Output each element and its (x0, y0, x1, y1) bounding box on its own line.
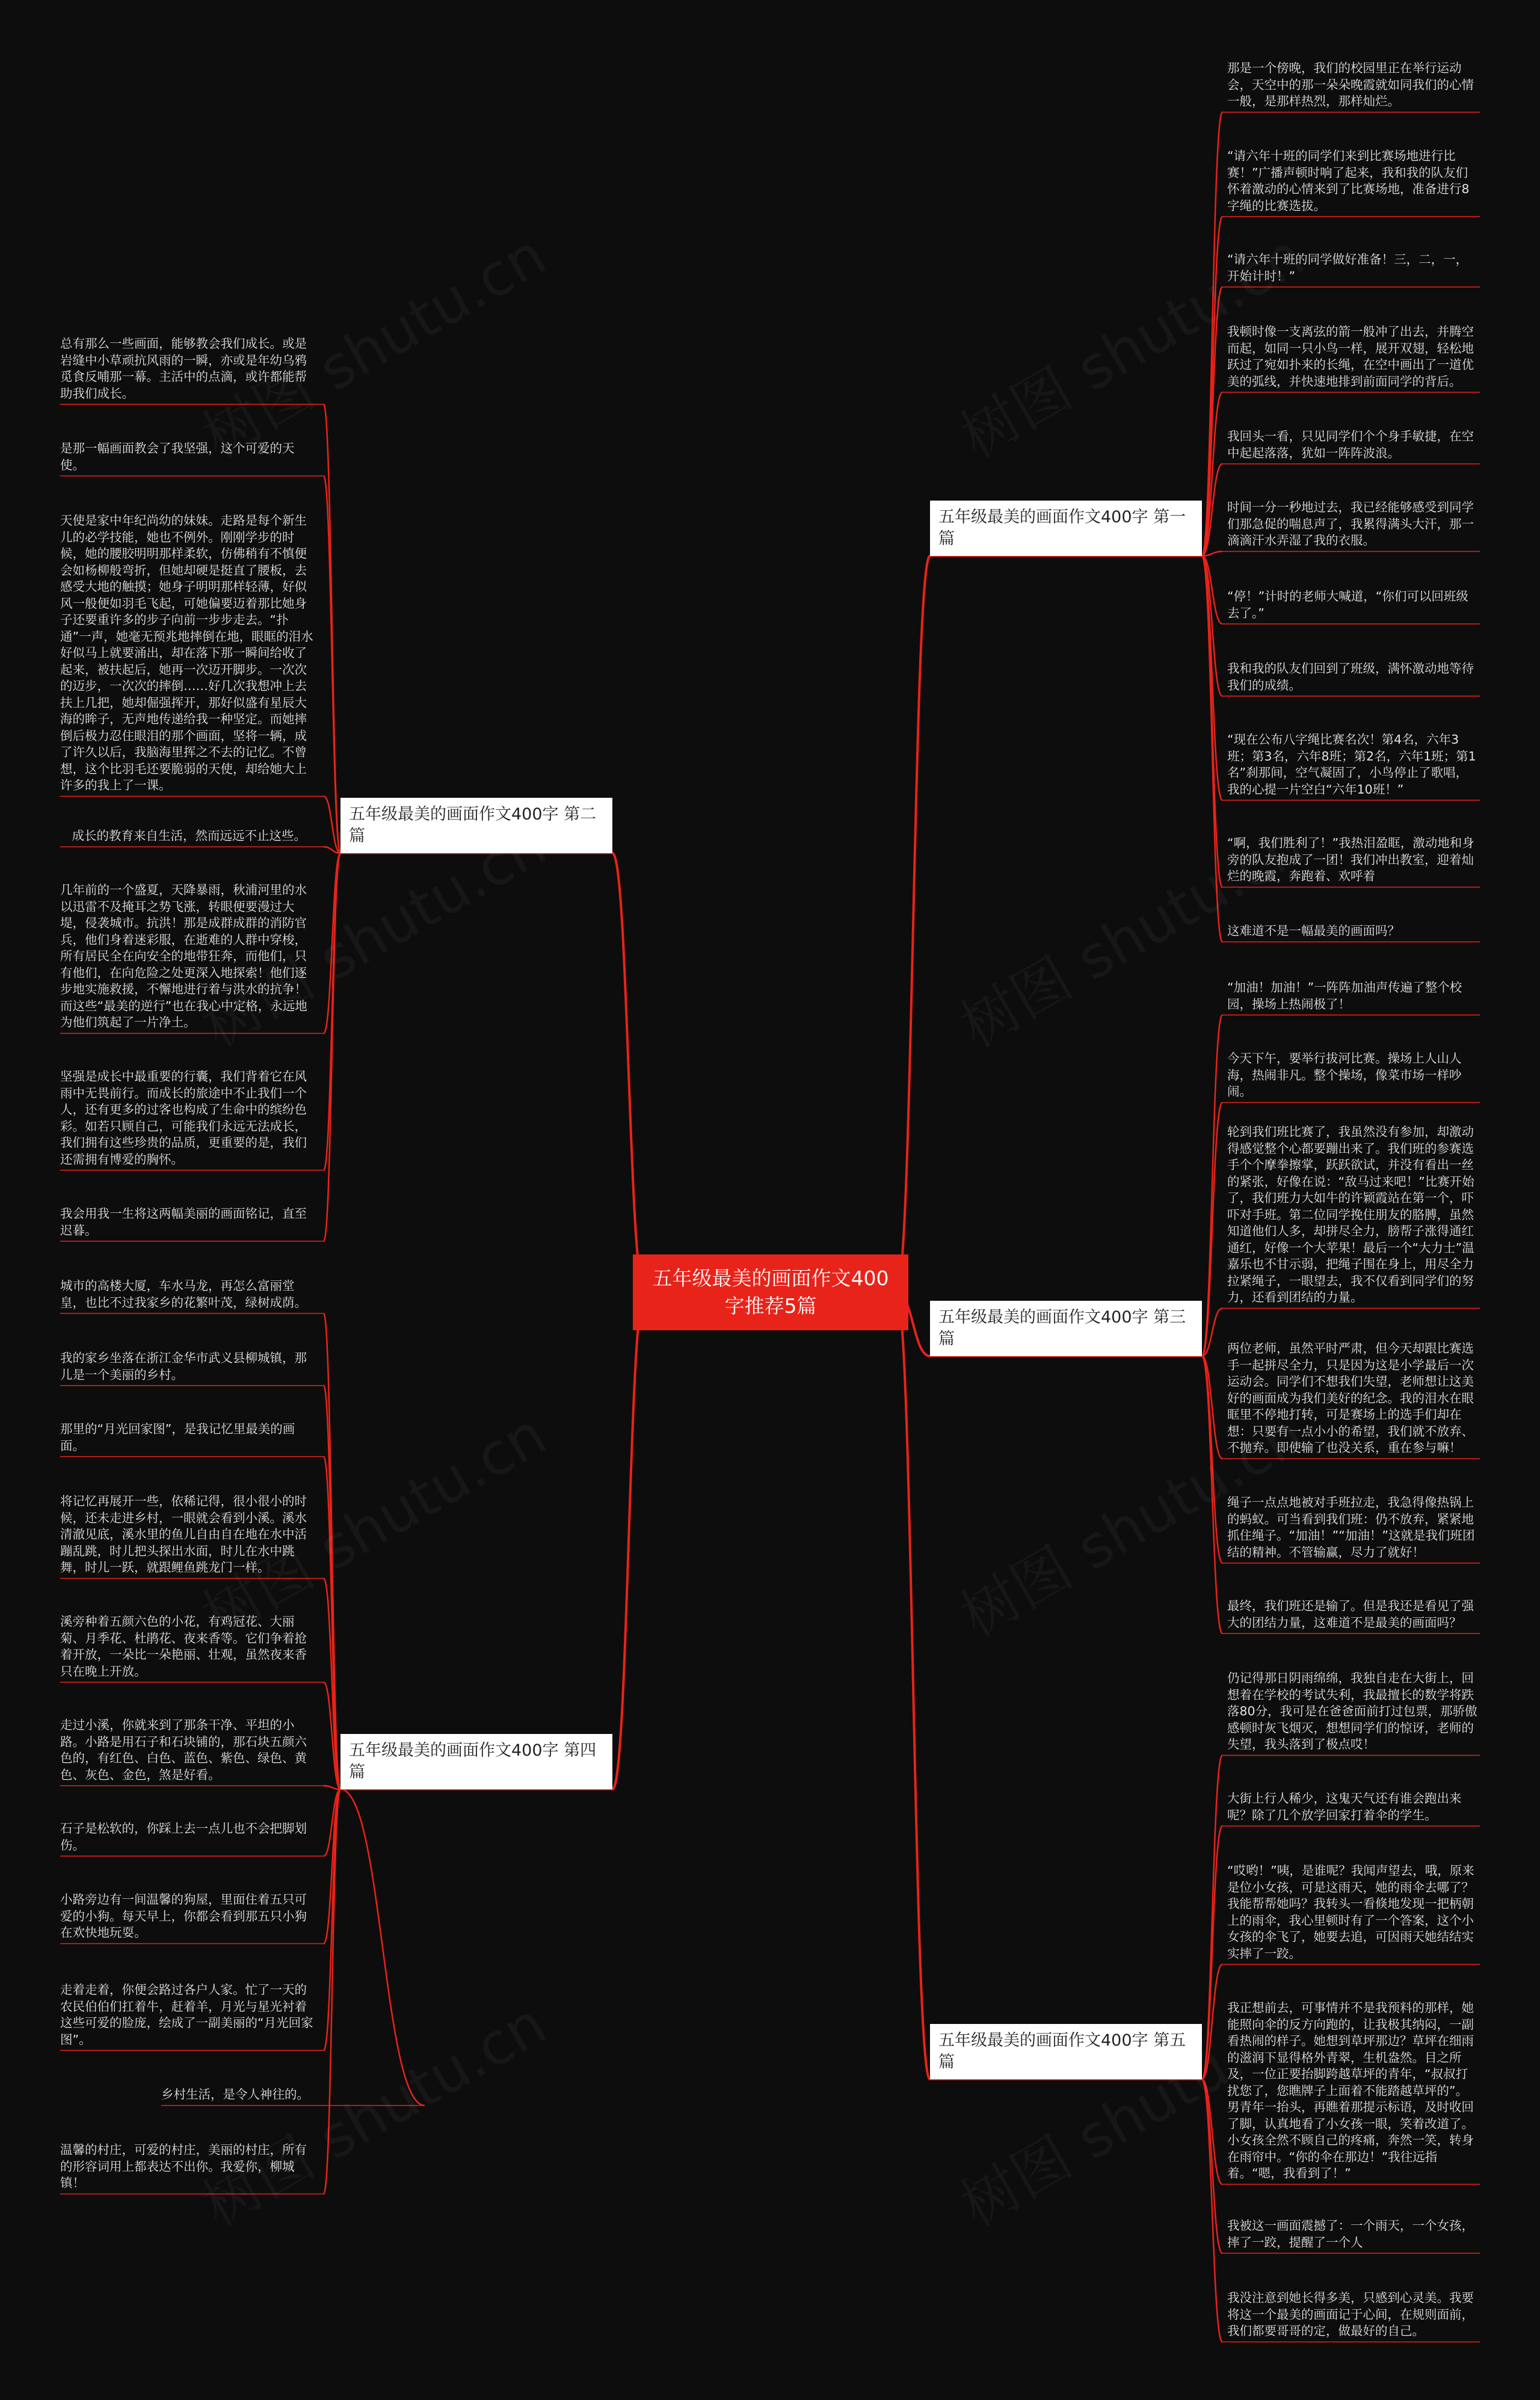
branch-leaf-connector (1202, 1356, 1222, 1563)
root-branch-connector (612, 1292, 645, 1789)
leaf-4-6: 走过小溪，你就来到了那条干净、平坦的小路。小路是用石子和石块铺的，那石块五颜六色的，有红色、白色、蓝色、紫色、绿色、黄色、灰色、金色，煞是好看。 (60, 1718, 307, 1782)
branch-leaf-connector (324, 1789, 340, 2194)
leaf-4-5: 溪旁种着五颜六色的小花，有鸡冠花、大丽菊、月季花、杜鹃花、夜来香等。它们争着抢着开放，一朵比一朵艳丽、壮观，虽然夜来香只在晚上开放。 (60, 1614, 307, 1679)
leaf-2-6: 坚强是成长中最重要的行囊，我们背着它在风雨中无畏前行。而成长的旅途中不止我们一个人，还有更多的过客也构成了生命中的缤纷色彩。如若只顾自己，可能我们永远无法成长，我们拥有这些珍贵的品质，更重要的是，我们还需拥有博爱的胸怀。 (60, 1069, 307, 1167)
branch-node-4[interactable]: 五年级最美的画面作文400字 第四篇 (340, 1734, 612, 1789)
leaf-4-1: 城市的高楼大厦，车水马龙，再怎么富丽堂皇，也比不过我家乡的花繁叶茂，绿树成荫。 (60, 1279, 307, 1310)
branch-leaf-connector (1202, 1356, 1222, 1459)
leaf-3-2: 今天下午，要举行拔河比赛。操场上人山人海，热闹非凡。整个操场，像菜市场一样吵闹。 (1227, 1051, 1462, 1099)
leaf-5-5: 我被这一画面震撼了：一个雨天，一个女孩，摔了一跤，提醒了一个人 (1227, 2218, 1474, 2250)
leaf-1-4: 我顿时像一支离弦的箭一般冲了出去，并腾空而起，如同一只小鸟一样，展开双翅，轻松地跃过了宛如扑来的长绳，在空中画出了一道优美的弧线，并快速地排到前面同学的背后。 (1227, 324, 1474, 389)
branch-node-3[interactable]: 五年级最美的画面作文400字 第三篇 (930, 1301, 1202, 1356)
leaf-5-2: 大街上行人稀少，这鬼天气还有谁会跑出来呢？除了几个放学回家打着伞的学生。 (1227, 1791, 1462, 1822)
leaf-5-3: “哎哟！”咦，是谁呢？我闻声望去，哦，原来是位小女孩，可是这雨天，她的雨伞去哪了？我能帮帮她吗？我转头一看倏地发现一把柄朝上的雨伞，我心里顿时有了一个答案，这个小女孩的伞飞了，她要去追，可因雨天她结结实实摔了一跤。 (1227, 1863, 1474, 1961)
leaf-4-2: 我的家乡坐落在浙江金华市武义县柳城镇，那儿是一个美丽的乡村。 (60, 1351, 307, 1382)
leaf-2-5: 几年前的一个盛夏，天降暴雨，秋浦河里的水以迅雷不及掩耳之势飞涨，转眼便要漫过大堤，侵袭城市。抗洪！那是成群成群的消防官兵，他们身着迷彩服，在逝难的人群中穿梭，所有居民全在向安全的地带狂奔，而他们，只有他们，在向危险之处更深入地探索！他们逐步地实施救援，不懈地进行着与洪水的抗争！而这些“最美的逆行”也在我心中定格，永远地为他们筑起了一片净土。 (60, 883, 307, 1029)
root-branch-connector (896, 1292, 930, 2079)
leaf-3-5: 绳子一点点地被对手班拉走，我急得像热锅上的蚂蚁。可当看到我们班：仍不放弃，紧紧地抓住绳子。“加油！”“加油！”这就是我们班团结的精神。不管输赢，尽力了就好！ (1227, 1495, 1475, 1559)
leaf-2-3: 天使是家中年纪尚幼的妹妹。走路是每个新生儿的必学技能，她也不例外。刚刚学步的时候，她的腰胶明明那样柔软，仿佛稍有不慎便会如杨柳般弯折，但她却硬是挺直了腰板，去感受大地的触摸；她身子明明那样轻薄，好似风一般便如羽毛飞起，可她偏要迈着那比她身子还要重许多的步子向前一步步走去。“扑通”一声，她毫无预兆地摔倒在地，眼眶的泪水好似马上就要涌出，却在落下那一瞬间给收了起来，被扶起后，她再一次迈开脚步。一次次的迈步，一次次的摔倒……好几次我想冲上去扶上几把，她却倔强挥开，那好似盛有星辰大海的眸子，无声地传递给我一种坚定。而她摔倒后极力忍住眼泪的那个画面，坚将一辆，成了许久以后，我脑海里挥之不去的记忆。不曾想，这个比羽毛还要脆弱的天使，却给她大上许多的我上了一课。 (60, 513, 313, 792)
leaf-1-2: “请六年十班的同学们来到比赛场地进行比赛！”广播声顿时响了起来，我和我的队友们怀着激动的心情来到了比赛场地，准备进行8字绳的比赛选拔。 (1227, 149, 1470, 213)
leaf-3-4: 两位老师，虽然平时严肃，但今天却跟比赛选手一起拼尽全力，只是因为这是小学最后一次运动会。同学们不想我们失望，老师想让这美好的画面成为我们美好的纪念。我的泪水在眼眶里不停地打转，可是赛场上的选手们却在想：只要有一点小小的希望，我们就不放弃、不抛弃。即使输了也没关系，重在参与嘛！ (1227, 1341, 1474, 1455)
branch-leaf-connector (324, 853, 340, 1241)
leaf-4-11: 温馨的村庄，可爱的村庄，美丽的村庄，所有的形容词用上都表达不出你。我爱你，柳城镇！ (60, 2142, 307, 2190)
branch-leaf-connector (1202, 1964, 1222, 2079)
branch-leaf-connector (324, 853, 340, 1170)
branch-node-1[interactable]: 五年级最美的画面作文400字 第一篇 (930, 501, 1202, 556)
leaf-4-10: 乡村生活，是令人神往的。 (161, 2087, 309, 2102)
branch-node-5[interactable]: 五年级最美的画面作文400字 第五篇 (930, 2024, 1202, 2079)
leaf-3-1: “加油！加油！”一阵阵加油声传遍了整个校园，操场上热闹极了！ (1227, 980, 1462, 1011)
leaf-1-7: “停！”计时的老师大喊道，“你们可以回班级去了。” (1227, 589, 1468, 620)
leaf-2-7: 我会用我一生将这两幅美丽的画面铭记，直至迟暮。 (60, 1206, 307, 1238)
leaf-3-6: 最终，我们班还是输了。但是我还是看见了强大的团结力量，这难道不是最美的画面吗？ (1227, 1599, 1474, 1630)
branch-leaf-connector (1202, 1756, 1222, 2080)
leaf-5-4: 我正想前去，可事情并不是我预料的那样，她能照向伞的反方向跑的，让我极其纳闷，一副看热闹的样子。她想到草坪那边？草坪在细雨的滋润下显得格外青翠，生机盎然。目之所及，一位正要抬脚跨越草坪的青年，“叔叔打扰您了，您瞧牌子上面着不能踏越草坪的”。男青年一抬头，再瞧着那提示标语，及时收回了脚，认真地看了小女孩一眼，笑着改道了。小女孩全然不顾自己的疼痛，奔然一笑，转身在雨帘中。“你的伞在那边！”我往远指着。“嗯，我看到了！” (1227, 2001, 1474, 2180)
leaf-1-3: “请六年十班的同学做好准备！三，二，一，开始计时！” (1227, 252, 1468, 283)
branch-leaf-connector (324, 404, 340, 853)
branch-leaf-connector (1202, 556, 1222, 942)
branch-leaf-connector (324, 476, 340, 853)
branch-leaf-connector (1202, 1356, 1222, 1633)
branch-leaf-connector (1202, 113, 1222, 557)
leaf-1-9: “现在公布八字绳比赛名次！第4名，六年3班；第3名，六年8班；第2名，六年1班；第1名”刹那间，空气凝固了，小鸟停止了歌唱，我的心提一片空白“六年10班！” (1227, 732, 1476, 797)
leaf-1-6: 时间一分一秒地过去，我已经能够感受到同学们那急促的喘息声了，我累得满头大汗，那一滴滴汗水弄湿了我的衣服。 (1227, 500, 1474, 548)
branch-node-2[interactable]: 五年级最美的画面作文400字 第二篇 (340, 798, 612, 853)
root-branch-connector (896, 556, 930, 1292)
leaf-5-1: 仍记得那日阴雨绵绵，我独自走在大街上，回想着在学校的考试失利，我最擅长的数学将跌落80分，我可是在爸爸面前打过包票，那骄傲感顿时灰飞烟灭，想想同学们的惊讶，老师的失望，我头落到了极点哎！ (1227, 1671, 1477, 1751)
leaf-1-1: 那是一个傍晚，我们的校园里正在举行运动会，天空中的那一朵朵晚霞就如同我们的心情一般，是那样热烈，那样灿烂。 (1227, 61, 1474, 108)
leaf-4-3: 那里的“月光回家图”，是我记忆里最美的画面。 (60, 1422, 295, 1453)
leaf-2-2: 是那一幅画面教会了我坚强，这个可爱的天使。 (60, 441, 295, 472)
leaf-1-10: “啊，我们胜利了！”我热泪盈眶，激动地和身旁的队友抱成了一团！我们冲出教室，迎着灿烂的晚霞，奔跑着、欢呼着 (1227, 836, 1474, 883)
leaf-1-5: 我回头一看，只见同学们个个身手敏捷，在空中起起落落，犹如一阵阵波浪。 (1227, 429, 1474, 460)
leaf-3-3: 轮到我们班比赛了，我虽然没有参加，却激动得感觉整个心都要蹦出来了。我们班的参赛选手个个摩拳擦掌，跃跃欲试，并没有看出一丝的紧张，好像在说：“敌马过来吧！”比赛开始了，我们班力大如牛的许颖霞站在第一个，吓吓对手班。第二位同学挽住朋友的胳膊，虽然知道他们人多，却拼尽全力，膀帮子涨得通红通红，好像一个大苹果！最后一个“大力士”温嘉乐也不甘示弱，把绳子围在身上，用尽全力拉紧绳子，一眼望去，我不仅看到同学们的努力，还看到团结的力量。 (1227, 1124, 1474, 1304)
leaf-4-9: 走着走着，你便会路过各户人家。忙了一天的农民伯伯们扛着牛，赶着羊，月光与星光衬着这些可爱的脸庞，绘成了一副美丽的“月光回家图”。 (60, 1982, 313, 2047)
branch-leaf-connector (1202, 1015, 1222, 1356)
leaf-1-8: 我和我的队友们回到了班级，满怀激动地等待我们的成绩。 (1227, 661, 1474, 693)
branch-leaf-connector (324, 1313, 340, 1789)
branch-leaf-connector (1202, 1103, 1222, 1357)
branch-leaf-connector (340, 1789, 425, 2106)
leaf-1-11: 这难道不是一幅最美的画面吗？ (1227, 924, 1400, 938)
branch-leaf-connector (1202, 1826, 1222, 2079)
leaf-4-4: 将记忆再展开一些，依稀记得，很小很小的时候，还未走进乡村，一眼就会看到小溪。溪水清澈见底，溪水里的鱼儿自由自在地在水中活蹦乱跳，时儿把头探出水面，时儿在水中跳舞，时儿一跃，就跟鲤鱼跳龙门一样。 (60, 1494, 307, 1575)
root-branch-connector (612, 853, 645, 1292)
root-node[interactable]: 五年级最美的画面作文400字推荐5篇 (633, 1254, 908, 1330)
leaf-4-7: 石子是松软的，你踩上去一点儿也不会把脚划伤。 (60, 1821, 307, 1852)
leaf-5-6: 我没注意到她长得多美，只感到心灵美。我要将这一个最美的画面记于心间，在规则面前，我们都要哥哥的定，做最好的自己。 (1227, 2290, 1474, 2338)
leaf-2-4: 成长的教育来自生活，然而远远不止这些。 (60, 828, 307, 843)
branch-leaf-connector (1202, 2079, 1222, 2342)
leaf-2-1: 总有那么一些画面，能够教会我们成长。或是岩缝中小草顽抗风雨的一瞬，亦或是年幼乌鸦觅食反哺那一幕。主活中的点滴，或许都能帮助我们成长。 (60, 336, 307, 401)
leaf-4-8: 小路旁边有一间温馨的狗屋，里面住着五只可爱的小狗。每天早上，你都会看到那五只小狗在欢快地玩耍。 (60, 1892, 307, 1940)
